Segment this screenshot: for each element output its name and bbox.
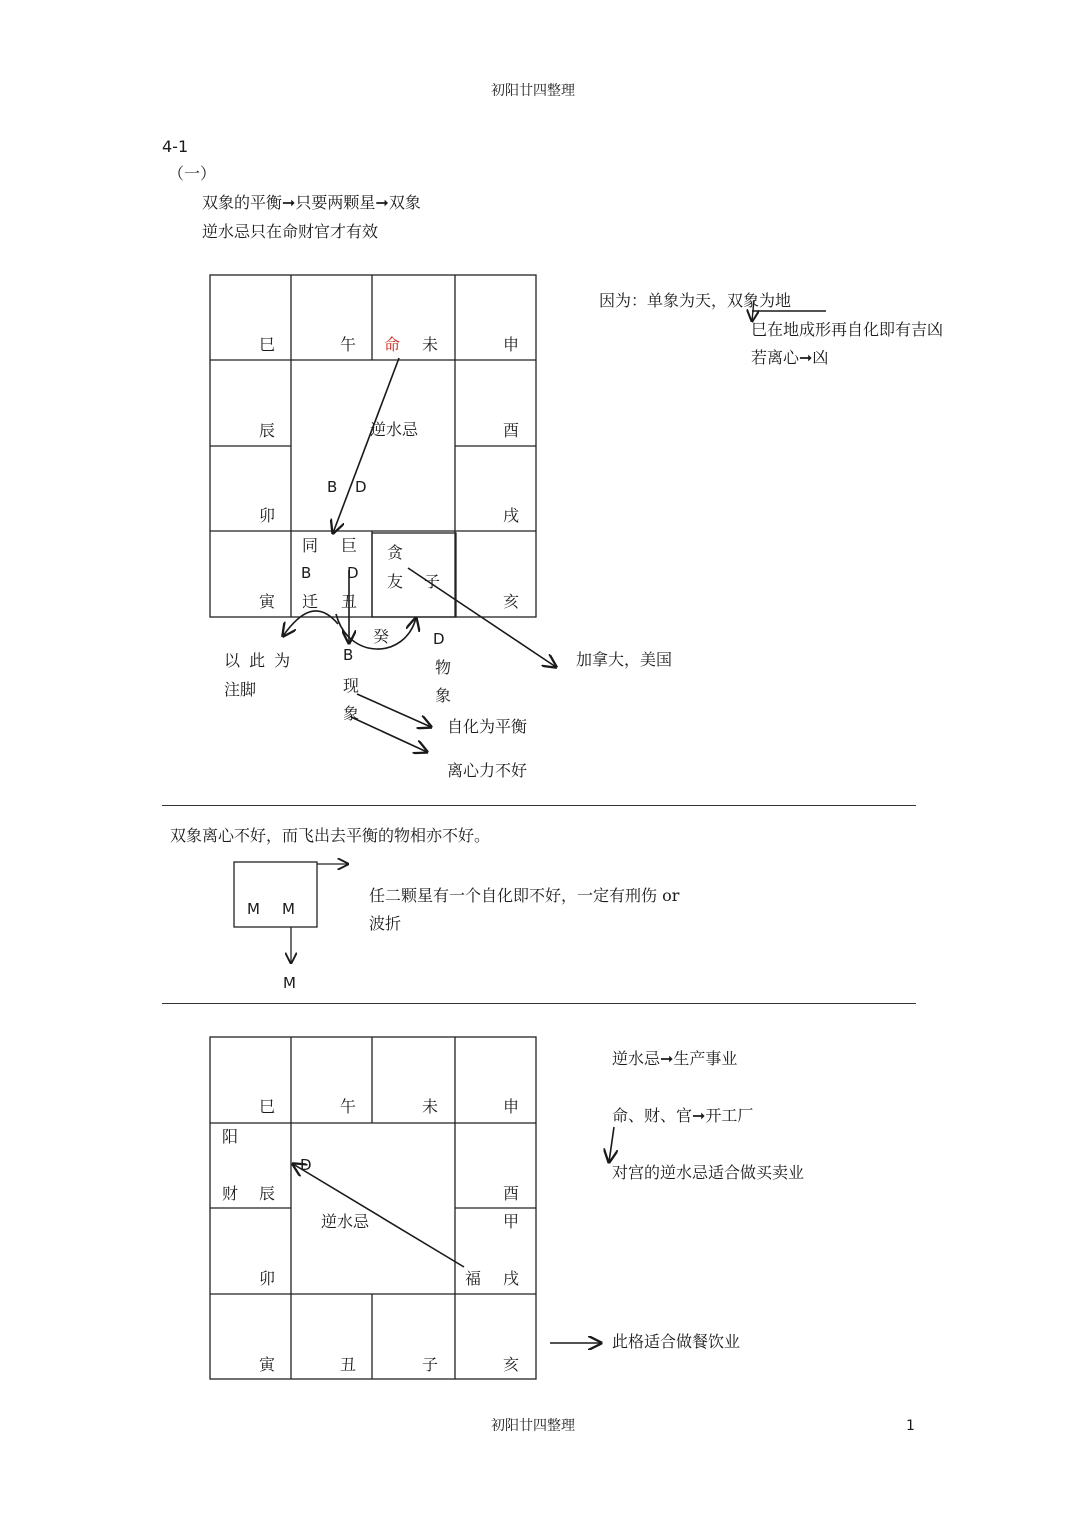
star-ju: 巨: [341, 536, 358, 555]
center-nishuiji: 逆水忌: [370, 420, 419, 439]
notes2-line4: 此格适合做餐饮业: [612, 1332, 741, 1351]
b-mark: B: [327, 478, 338, 496]
notes1-line2: 巳在地成形再自化即有吉凶: [751, 320, 944, 339]
palace-shen: 申: [503, 335, 520, 354]
palace-wu: 午: [340, 335, 357, 354]
star-tong: 同: [302, 536, 319, 555]
chart2-grid: [210, 1037, 536, 1379]
m-label-1: M: [247, 900, 260, 918]
section-number: 4-1: [162, 137, 189, 156]
d-right: D: [433, 630, 445, 648]
divider-2: [162, 1003, 916, 1004]
d-mark: D: [355, 478, 367, 496]
xiang-label-2: 象: [435, 686, 452, 705]
c2-yang: 阳: [222, 1127, 239, 1146]
palace-yin: 寅: [259, 592, 276, 611]
page-footer: 初阳廿四整理: [491, 1418, 575, 1434]
palace-hai: 亥: [503, 592, 520, 611]
gui-label: 癸: [373, 627, 390, 646]
canada-usa-label: 加拿大，美国: [576, 650, 673, 669]
c2-palace-mao: 卯: [259, 1269, 276, 1288]
notes2-line3: 对宫的逆水忌适合做买卖业: [612, 1163, 805, 1182]
lixin-label: 离心力不好: [447, 761, 528, 780]
c2-palace-hai: 亥: [503, 1355, 520, 1374]
footnote-line1: 以 此 为: [224, 651, 293, 670]
palace-wei: 未: [422, 335, 439, 354]
chou-b: B: [301, 564, 312, 582]
c2-center-nishuiji: 逆水忌: [321, 1212, 370, 1231]
palace-si: 巳: [259, 335, 276, 354]
palace-mao: 卯: [259, 506, 276, 525]
notes1-line1: 因为：单象为天，双象为地: [599, 291, 792, 310]
c2-cai: 财: [222, 1184, 239, 1203]
zihua-arrow: [357, 694, 431, 727]
xian-label: 现: [343, 676, 360, 695]
b-below: B: [343, 646, 354, 664]
lixin-arrow: [351, 717, 427, 752]
c2-palace-zi: 子: [422, 1355, 439, 1374]
rule-line2: 波折: [369, 914, 402, 933]
zihua-label: 自化为平衡: [447, 717, 528, 736]
c2-jia: 甲: [503, 1212, 520, 1231]
c2-palace-si: 巳: [259, 1097, 276, 1116]
middle-statement: 双象离心不好，而飞出去平衡的物相亦不好。: [170, 826, 491, 845]
ming-label: 命: [384, 335, 401, 354]
c2-palace-xu: 戌: [503, 1269, 520, 1288]
intro-line2: 逆水忌只在命财官才有效: [202, 222, 379, 241]
chart1-arrows: [283, 358, 556, 752]
c2-palace-chou: 丑: [340, 1355, 357, 1374]
chou-d: D: [347, 564, 359, 582]
palace-you: 酉: [503, 421, 520, 440]
palace-chou: 丑: [341, 592, 358, 611]
page-number: 1: [906, 1418, 915, 1434]
rule-line1: 任二颗星有一个自化即不好，一定有刑伤 or: [369, 886, 680, 905]
section-sub: （一）: [168, 164, 217, 183]
fu-to-cai-arrow: [293, 1164, 464, 1267]
c2-palace-you: 酉: [503, 1184, 520, 1203]
notes2-line2: 命、财、官➞开工厂: [612, 1106, 754, 1125]
chart2-arrows: [293, 1127, 614, 1343]
c2-palace-chen: 辰: [259, 1184, 276, 1203]
xiang-label-1: 象: [343, 704, 360, 723]
c2-palace-shen: 申: [503, 1097, 520, 1116]
wu-label: 物: [435, 658, 452, 677]
star-tan: 贪: [387, 543, 404, 562]
ming-to-chou-arrow: [333, 358, 399, 533]
c2-palace-wu: 午: [340, 1097, 357, 1116]
notes2-hook-arrow: [609, 1127, 614, 1162]
m-label-3: M: [283, 974, 296, 992]
palace-xu: 戌: [503, 506, 520, 525]
c2-d-mark: D: [300, 1156, 312, 1174]
palace-chen: 辰: [259, 421, 276, 440]
page-header: 初阳廿四整理: [491, 83, 575, 99]
intro-line1: 双象的平衡➞只要两颗星➞双象: [202, 193, 421, 212]
c2-palace-yin: 寅: [259, 1355, 276, 1374]
c2-palace-wei: 未: [422, 1097, 439, 1116]
you-label: 友: [387, 572, 404, 591]
footnote-line2: 注脚: [224, 680, 257, 699]
notes1-line3: 若离心➞凶: [751, 348, 829, 367]
qian-label: 迁: [302, 592, 319, 611]
palace-zi: 子: [424, 572, 441, 591]
m-label-2: M: [282, 900, 295, 918]
notes2-line1: 逆水忌➞生产事业: [612, 1049, 738, 1068]
c2-fu: 福: [465, 1269, 482, 1288]
divider-1: [162, 805, 916, 806]
chart1-grid: [210, 275, 536, 617]
